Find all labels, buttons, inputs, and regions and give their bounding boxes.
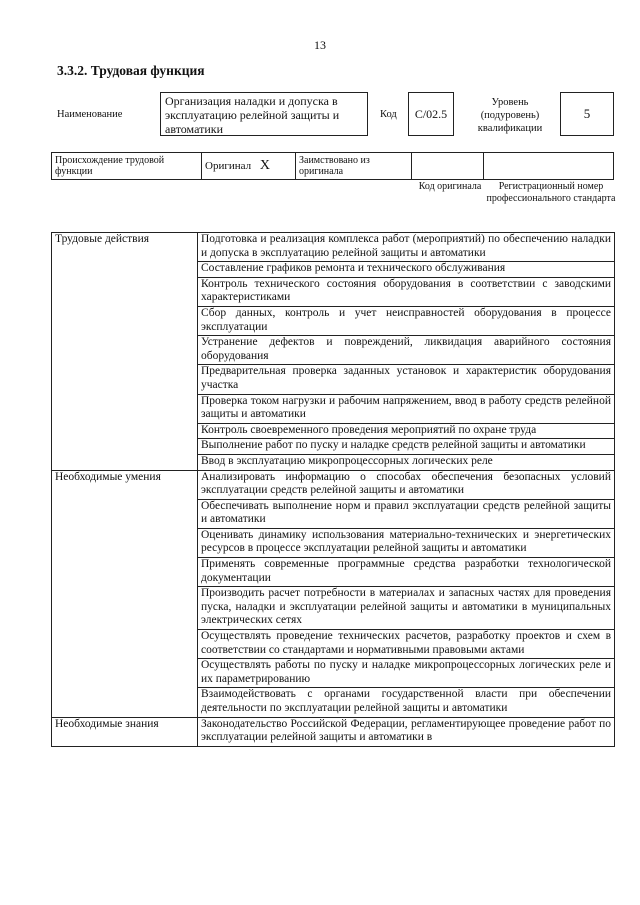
labor-action-item: Предварительная проверка заданных установок и характеристик оборудования участка <box>198 365 615 394</box>
origin-label: Происхождение трудовой функции <box>52 153 202 180</box>
skill-item: Производить расчет потребности в материалах и запасных частях для проведения пуска, наладки и эксплуатации релейной защиты и автоматики в муниципальных электрических сетях <box>198 587 615 630</box>
origin-reg-cell <box>484 153 614 180</box>
original-mark: X <box>259 158 270 173</box>
knowledge-label: Необходимые знания <box>52 717 198 746</box>
table-row <box>52 470 615 499</box>
original-cell <box>202 153 296 180</box>
skill-item: Оценивать динамику использования материально-технических и энергетических ресурсов в процессе эксплуатации релейной защиты и автоматики <box>198 528 615 557</box>
labor-action-item: Выполнение работ по пуску и наладке средств релейной защиты и автоматики <box>198 439 615 455</box>
table-row <box>52 717 615 746</box>
labor-action-item: Контроль технического состояния оборудования в соответствии с заводскими характеристиками <box>198 277 615 306</box>
labor-action-item: Составление графиков ремонта и технического обслуживания <box>198 262 615 278</box>
origin-code-cell <box>412 153 484 180</box>
section-title: 3.3.2. Трудовая функция <box>57 63 205 78</box>
function-table <box>51 232 615 747</box>
level-value-box: 5 <box>560 92 614 136</box>
labor-action-item: Подготовка и реализация комплекса работ (мероприятий) по обеспечению наладки и допуска в эксплуатацию релейной защиты и автоматики <box>198 233 615 262</box>
skill-item: Применять современные программные средства разработки технологической документации <box>198 558 615 587</box>
level-label: Уровень (подуровень) квалификации <box>477 97 543 134</box>
page-number: 13 <box>314 38 326 52</box>
code-label: Код <box>380 109 397 120</box>
labor-action-item: Устранение дефектов и повреждений, ликвидация аварийного состояния оборудования <box>198 336 615 365</box>
table-row <box>52 233 615 262</box>
labor-action-item: Сбор данных, контроль и учет неисправностей оборудования в процессе эксплуатации <box>198 306 615 335</box>
skill-item: Осуществлять работы по пуску и наладке микропроцессорных логических реле и их параметрированию <box>198 659 615 688</box>
labor-action-item: Проверка током нагрузки и рабочим напряжением, ввод в работу средств релейной защиты и автоматики <box>198 394 615 423</box>
skill-item: Осуществлять проведение технических расчетов, разработку проектов и схем в соответствии со стандартами и нормативными правовыми актами <box>198 630 615 659</box>
labor-actions-label: Трудовые действия <box>52 233 198 471</box>
skill-item: Анализировать информацию о способах обеспечения безопасных условий эксплуатации средств релейной защиты и автоматики <box>198 470 615 499</box>
skill-item: Обеспечивать выполнение норм и правил эксплуатации средств релейной защиты и автоматики <box>198 499 615 528</box>
code-caption: Код оригинала <box>418 181 482 192</box>
knowledge-item: Законодательство Российской Федерации, регламентирующее проведение работ по эксплуатации релейной защиты и автоматики в <box>198 717 615 746</box>
original-label: Оригинал <box>205 160 252 172</box>
function-code-box: C/02.5 <box>408 92 454 136</box>
borrowed-label: Заимствовано из оригинала <box>296 153 412 180</box>
labor-action-item: Ввод в эксплуатацию микропроцессорных логических реле <box>198 454 615 470</box>
reg-caption: Регистрационный номер профессионального стандарта <box>486 181 616 204</box>
labor-action-item: Контроль своевременного проведения мероприятий по охране труда <box>198 423 615 439</box>
skill-item: Взаимодействовать с органами государственной власти при обеспечении деятельности по эксплуатации релейной защиты и автоматики <box>198 688 615 717</box>
skills-label: Необходимые умения <box>52 470 198 717</box>
origin-table <box>51 152 614 180</box>
name-label: Наименование <box>57 109 123 120</box>
function-name-box: Организация наладки и допуска в эксплуатацию релейной защиты и автоматики <box>160 92 368 136</box>
